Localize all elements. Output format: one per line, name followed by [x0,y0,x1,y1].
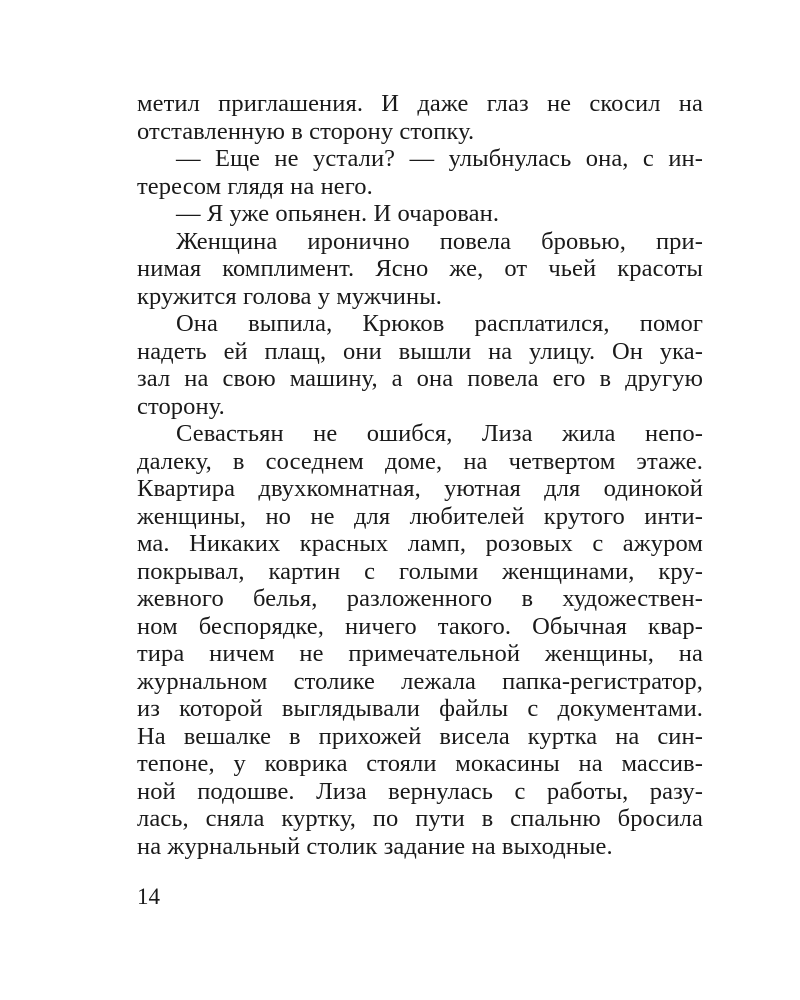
text-line: нимая комплимент. Ясно же, от чьей красоты [137,255,703,282]
text-line: журнальном столике лежала папка-регистратор, [137,667,703,695]
text-line: тира ничем не примечательной женщины, на [137,640,703,667]
text-line: покрывал, картин с голыми женщинами, кру- [137,557,703,585]
text-line: сторону. [137,392,225,420]
text-line: Севастьян не ошибся, Лиза жила непо- [176,420,703,447]
text-line: Она выпила, Крюков расплатился, помог [176,310,703,337]
text-line: ма. Никаких красных ламп, розовых с ажуром [137,530,703,557]
body-text [137,90,703,860]
text-line: женщины, но не для любителей крутого инти- [137,502,703,530]
text-line: тересом глядя на него. [137,172,373,200]
text-line: метил приглашения. И даже глаз не скосил на [137,90,703,117]
text-line: из которой выглядывали файлы с документами. [137,695,703,722]
text-line: На вешалке в прихожей висела куртка на син- [137,722,703,750]
text-line: надеть ей плащ, они вышли на улицу. Он ука- [137,337,703,365]
text-line: Женщина иронично повела бровью, при- [176,227,703,255]
text-line: — Я уже опьянен. И очарован. [176,200,500,227]
text-line: — Еще не устали? — улыбнулась она, с ин- [176,145,703,172]
text-line: жевного белья, разложенного в художествен- [137,585,703,612]
text-line: далеку, в соседнем доме, на четвертом этаже. [137,447,703,475]
text-line: ном беспорядке, ничего такого. Обычная квар- [137,612,703,640]
text-line: ной подошве. Лиза вернулась с работы, разу- [137,777,703,805]
text-line: кружится голова у мужчины. [137,282,443,310]
text-line: тепоне, у коврика стояли мокасины на массив- [137,750,703,777]
text-line: на журнальный столик задание на выходные. [137,832,613,860]
text-line: Квартира двухкомнатная, уютная для одинокой [137,475,703,502]
text-line: лась, сняла куртку, по пути в спальню бросила [137,805,703,832]
page-number: 14 [137,884,160,909]
text-line: отставленную в сторону стопку. [137,117,475,145]
text-line: зал на свою машину, а она повела его в другую [137,365,703,392]
